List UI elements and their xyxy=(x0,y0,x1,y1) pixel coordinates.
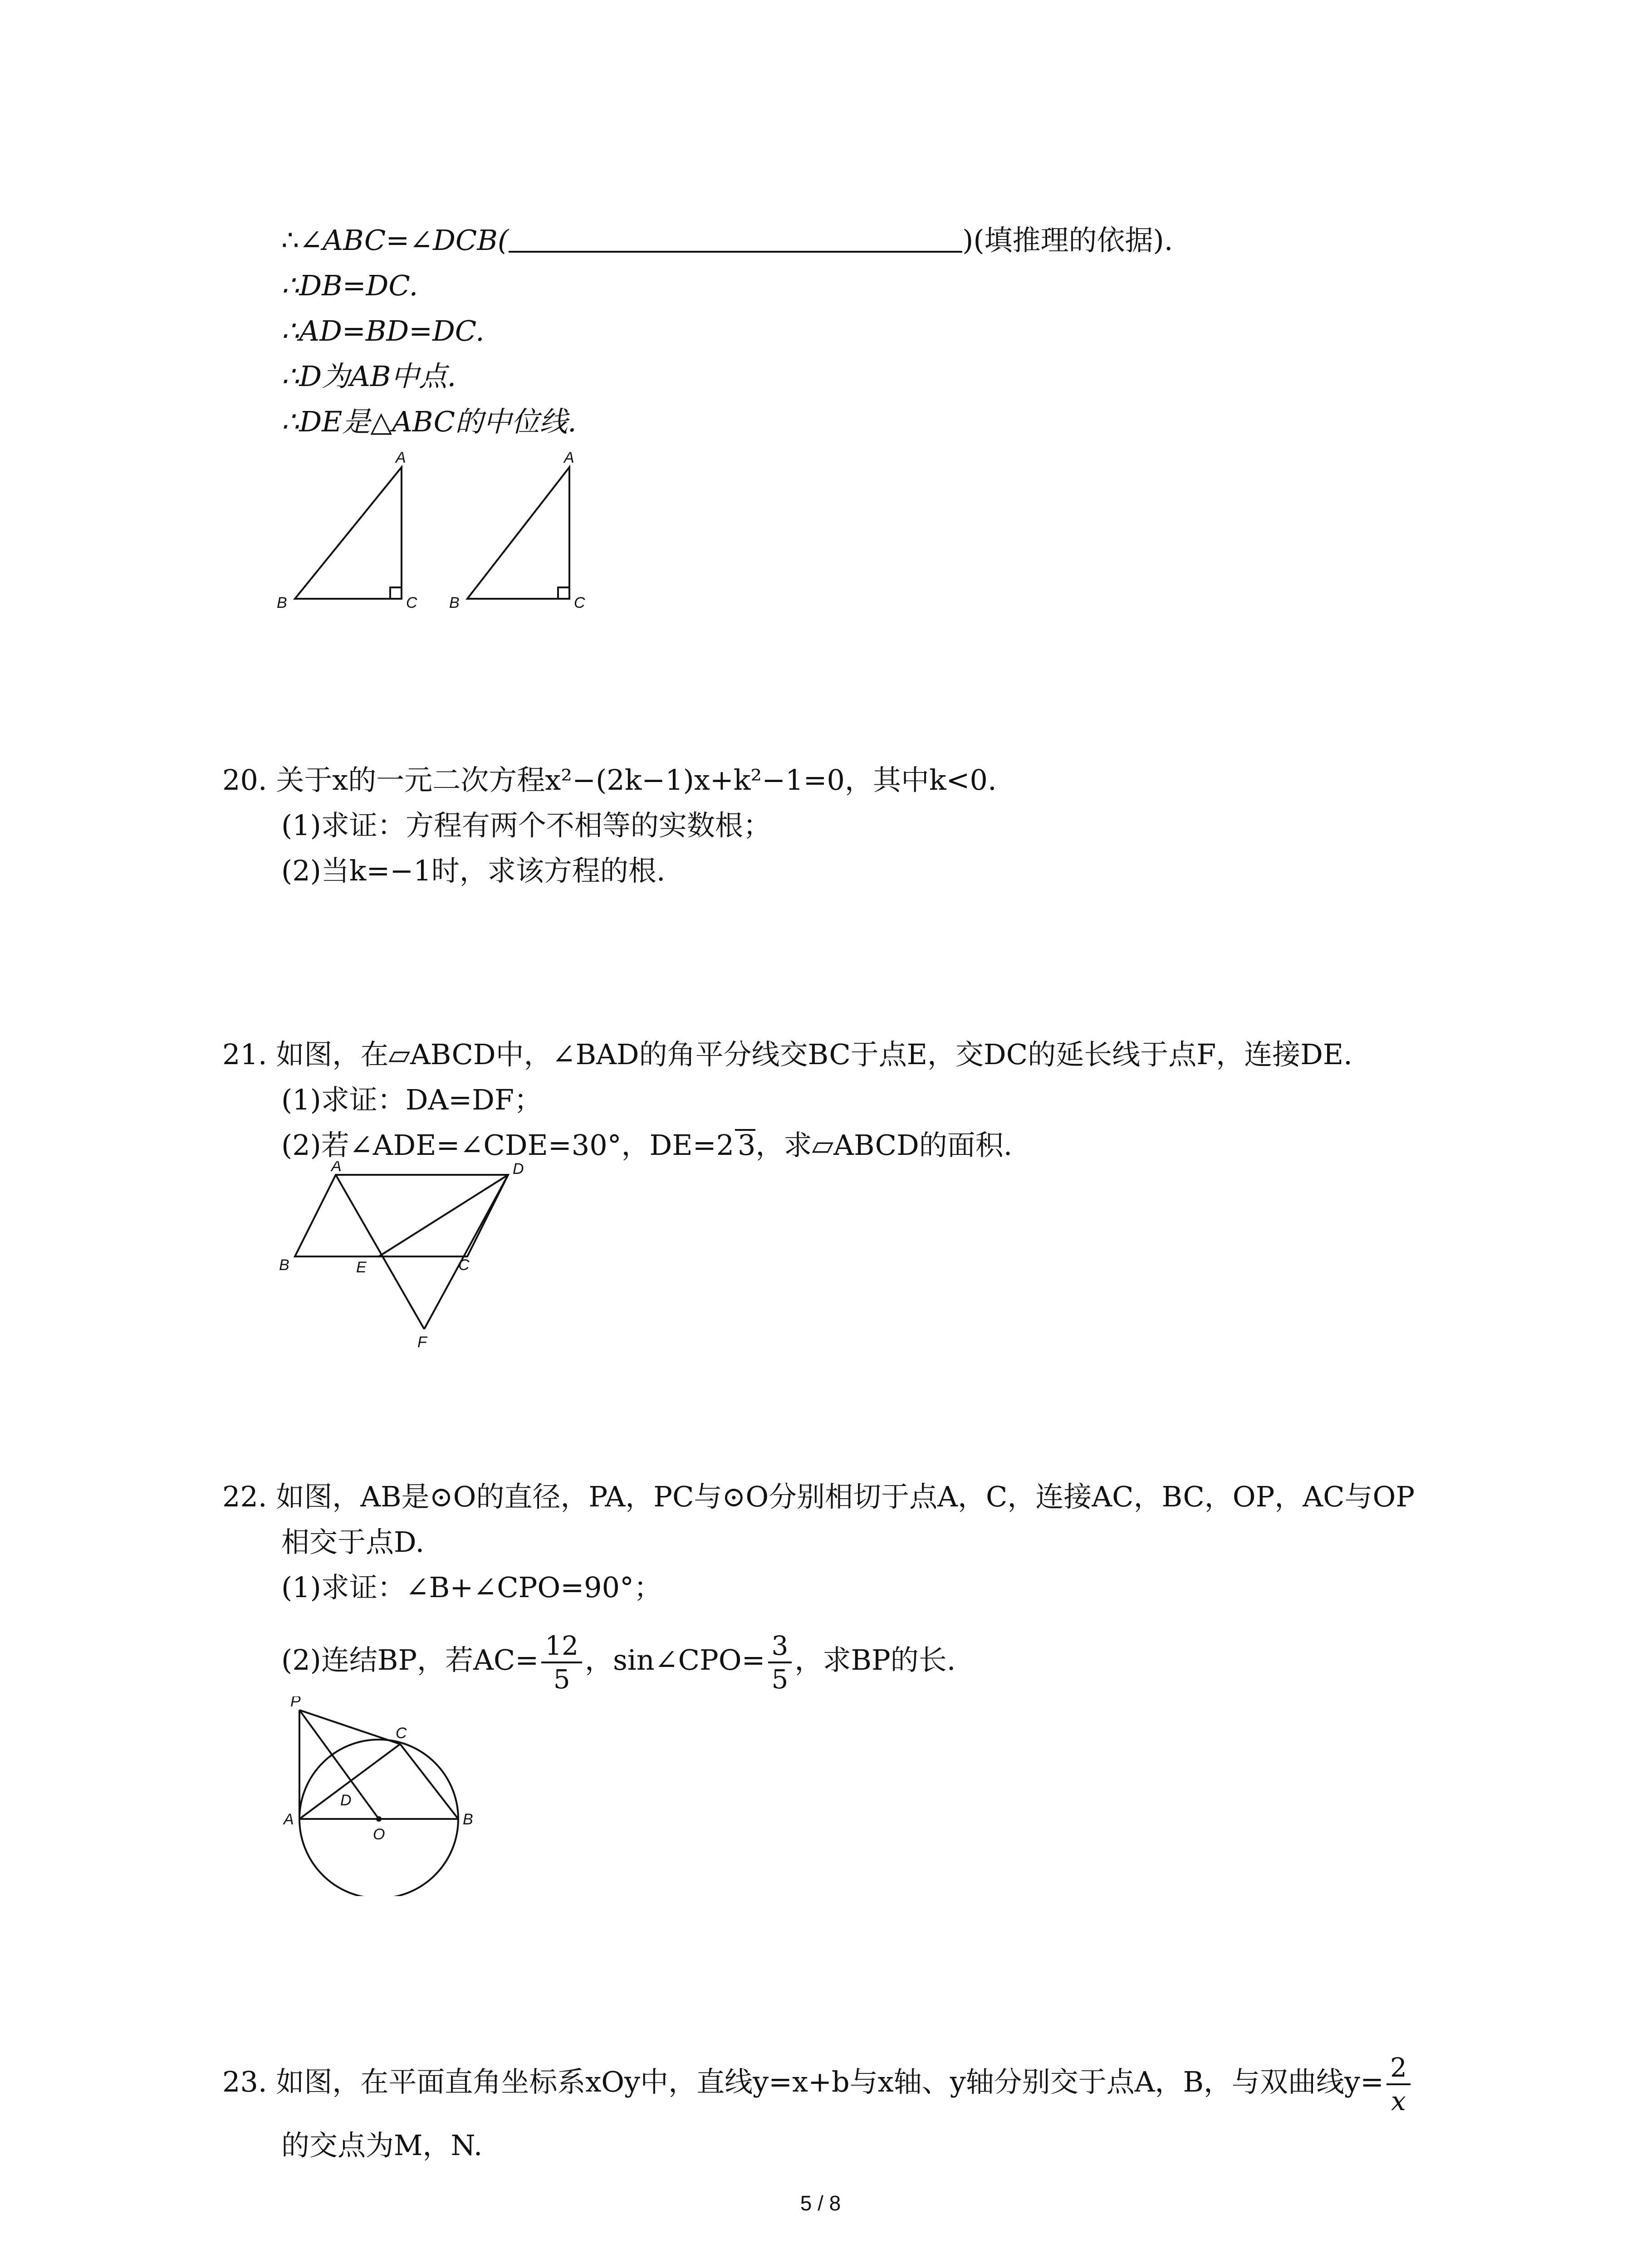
parallelogram-figure xyxy=(268,1161,558,1356)
q22-stem-1: 22. 如图，AB是⊙O的直径，PA，PC与⊙O分别相切于点A，C，连接AC，BC，OP，AC与OP xyxy=(222,1480,1415,1513)
q22-part1: (1)求证：∠B+∠CPO=90°； xyxy=(281,1571,662,1604)
q21-label-d: D xyxy=(513,1161,524,1178)
q22-label-c: C xyxy=(396,1725,407,1742)
q22-label-a: A xyxy=(284,1811,294,1828)
proof-line-4: ∴D为AB中点. xyxy=(281,360,456,393)
fig19-label-a2: A xyxy=(564,449,574,466)
proof-line-3: ∴AD=BD=DC. xyxy=(281,314,485,347)
q23-stem-2: 的交点为M，N. xyxy=(281,2129,483,2162)
fig19-label-b2: B xyxy=(449,594,460,611)
q22-label-b: B xyxy=(463,1811,473,1828)
q20-stem: 20. 关于x的一元二次方程x²−(2k−1)x+k²−1=0，其中k<0. xyxy=(222,763,997,797)
q23-stem-1: 23. 如图，在平面直角坐标系xOy中，直线y=x+b与x轴、y轴分别交于点A，B，与双曲线y= $\frac{2}{x}$ xyxy=(222,2050,1413,2117)
q22-label-p: P xyxy=(290,1696,301,1710)
q21-part1: (1)求证：DA=DF； xyxy=(281,1083,542,1116)
proof-line-5: ∴DE是△ABC的中位线. xyxy=(281,405,577,438)
q22-part2: (2)连结BP，若AC= $\frac{12}{5}$ ，sin∠CPO= $\frac{3}{5}$ ，求BP的长. xyxy=(281,1630,956,1695)
fig19-label-b1: B xyxy=(277,594,287,611)
q22-label-o: O xyxy=(373,1826,385,1843)
q21-label-e: E xyxy=(356,1259,367,1276)
proof-line-1: ∴∠ABC=∠DCB( )(填推理的依据). xyxy=(281,224,1173,257)
triangle-figures xyxy=(263,449,626,621)
q20-part1: (1)求证：方程有两个不相等的实数根； xyxy=(281,809,771,842)
q21-part2: (2)若∠ADE=∠CDE=30°，DE=2 3，求▱ABCD的面积. xyxy=(281,1129,1013,1162)
q22-label-d: D xyxy=(340,1792,352,1809)
q22-stem-2: 相交于点D. xyxy=(281,1525,425,1559)
circle-figure xyxy=(272,1696,490,1896)
q21-label-a: A xyxy=(331,1161,342,1175)
q21-label-c: C xyxy=(458,1256,470,1274)
fig19-label-c2: C xyxy=(574,594,585,611)
answer-blank[interactable] xyxy=(509,225,962,253)
fig19-label-c1: C xyxy=(406,594,417,611)
q21-label-f: F xyxy=(417,1334,427,1351)
q21-stem: 21. 如图，在▱ABCD中，∠BAD的角平分线交BC于点E，交DC的延长线于点F，连接DE. xyxy=(222,1038,1352,1071)
page-number: 5 / 8 xyxy=(800,2191,841,2215)
q21-label-b: B xyxy=(279,1256,289,1274)
fig19-label-a1: A xyxy=(396,449,406,466)
proof-line-2: ∴DB=DC. xyxy=(281,269,418,302)
q20-part2: (2)当k=−1时，求该方程的根. xyxy=(281,854,666,887)
